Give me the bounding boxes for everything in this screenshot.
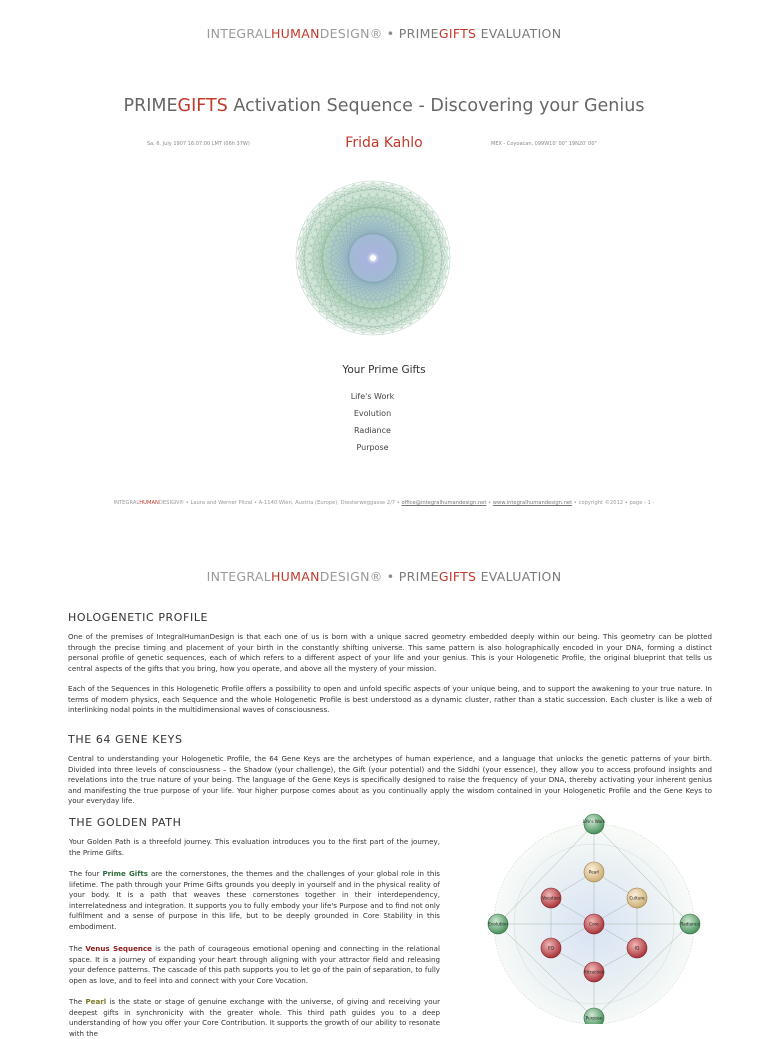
node-pearl bbox=[584, 862, 604, 882]
gift-item-evolution: Evolution bbox=[353, 409, 392, 418]
header-evaluation: EVALUATION bbox=[480, 26, 562, 41]
title-rest: Activation Sequence - Discovering your Genius bbox=[233, 96, 645, 116]
svg-text:Evolution: Evolution bbox=[488, 921, 508, 927]
footer-address: • Laura and Werner Pitzal • A-1140 Wien, Austria (Europe), Diesterweggasse 2/7 • bbox=[185, 500, 400, 506]
brand-design: DESIGN® bbox=[319, 26, 383, 41]
header-gifts: GIFTS bbox=[438, 569, 477, 584]
svg-text:EQ: EQ bbox=[548, 945, 554, 951]
prime-gifts-title: Your Prime Gifts bbox=[342, 364, 426, 376]
golden-path-paragraph-1: Your Golden Path is a threefold journey. This evaluation introduces you to the first part of the journey, the Prime Gifts. bbox=[69, 837, 440, 857]
keyword-pearl: Pearl bbox=[85, 997, 107, 1006]
person-name: Frida Kahlo bbox=[345, 135, 423, 151]
node-culture bbox=[627, 888, 647, 908]
gift-item-radiance: Radiance bbox=[354, 426, 391, 435]
footer-separator: • bbox=[488, 500, 492, 506]
header-prime: PRIME bbox=[398, 26, 439, 41]
node-eq bbox=[541, 938, 561, 958]
node-evolution bbox=[488, 914, 508, 934]
brand-human: HUMAN bbox=[270, 26, 320, 41]
keyword-venus-sequence: Venus Sequence bbox=[85, 944, 152, 953]
brand-design: DESIGN® bbox=[319, 569, 383, 584]
gene-keys-paragraph: Central to understanding your Hologenetic Profile, the 64 Gene Keys are the archetypes of human experience, and a language that unlocks the genetic patterns of your birth. Divided into three levels of consciousness – the Shadow (your challenge), the Gift (your potential) and the Siddhi (your essence), they allow you to access profound insights and revelations into the true nature of your being. The language of the Gene Keys is specifically designed to raise the frequency of your DNA, thereby activating your inherent genius and manifesting the true purpose of your life. Your higher purpose comes about as you continually apply the wisdom contained in your Hologenetic Profile and the Gene Keys to your everyday life. bbox=[68, 754, 712, 806]
svg-text:Life's Work: Life's Work bbox=[582, 819, 606, 824]
footer-integral: INTEGRAL bbox=[113, 500, 140, 506]
svg-text:IQ: IQ bbox=[634, 945, 640, 951]
footer-email-link[interactable]: office@integralhumandesign.net bbox=[401, 500, 487, 506]
svg-text:Pearl: Pearl bbox=[588, 869, 600, 875]
svg-text:Culture: Culture bbox=[629, 895, 645, 901]
page-footer bbox=[0, 500, 768, 506]
section-heading-hologenetic: HOLOGENETIC PROFILE bbox=[68, 611, 209, 624]
header-evaluation: EVALUATION bbox=[480, 569, 562, 584]
hologenetic-profile-diagram bbox=[484, 812, 704, 1024]
svg-text:Core: Core bbox=[589, 921, 599, 927]
node-attraction bbox=[584, 962, 605, 982]
section-heading-golden-path: THE GOLDEN PATH bbox=[69, 816, 182, 829]
keyword-prime-gifts: Prime Gifts bbox=[102, 869, 148, 878]
golden-path-paragraph-2: The four Prime Gifts are the cornerstones, the themes and the challenges of your global role in this lifetime. The path through your Prime Gifts grounds you deeply in yourself and in the physical reality of your body. It is a path that weaves these cornerstones together in their interdependency, interrelatedness and integration. It supports you to fully embody your life's Purpose and to find not only fulfilment and a sense of purpose in this life, but to be deeply grounded in Core Stability in this embodiment. bbox=[69, 869, 440, 931]
node-vocation bbox=[541, 888, 561, 908]
section-heading-gene-keys: THE 64 GENE KEYS bbox=[68, 733, 183, 746]
header-separator: • bbox=[386, 569, 395, 584]
brand-integral: INTEGRAL bbox=[206, 569, 271, 584]
svg-text:Radiance: Radiance bbox=[680, 921, 700, 927]
footer-design: DESIGN® bbox=[158, 500, 185, 506]
birth-data-right: MEX - Coyoacan, 099W10' 00" 19N20' 00" bbox=[491, 141, 597, 147]
svg-text:Purpose: Purpose bbox=[585, 1015, 603, 1021]
node-radiance bbox=[680, 914, 700, 934]
birth-data-left: Sa, 6. July 1907 16:07:00 LMT (06h 37W) bbox=[147, 141, 250, 147]
node-iq bbox=[627, 938, 647, 958]
title-gifts: GIFTS bbox=[177, 96, 228, 116]
title-prime: PRIME bbox=[123, 96, 178, 116]
brand-integral: INTEGRAL bbox=[206, 26, 271, 41]
header-prime: PRIME bbox=[398, 569, 439, 584]
footer-web-link[interactable]: www.integralhumandesign.net bbox=[492, 500, 573, 506]
node-core bbox=[584, 914, 604, 934]
mandala-graphic bbox=[293, 178, 453, 338]
svg-text:Attraction: Attraction bbox=[583, 969, 605, 975]
header-separator: • bbox=[386, 26, 395, 41]
page-header bbox=[0, 26, 768, 41]
header-gifts: GIFTS bbox=[438, 26, 477, 41]
footer-copyright: • copyright ©2012 • page - 1 - bbox=[573, 500, 655, 506]
hologenetic-paragraph-2: Each of the Sequences in this Hologenetic Profile offers a possibility to open and unfold specific aspects of your unique being, and to support the awakening to your true nature. In terms of modern physics, each Sequence and the whole Hologenetic Profile is best understood as a dynamic cluster, rather than a static succession. Each cluster is like a web of interlinking nodal points in the multidimensional waves of consciousness. bbox=[68, 684, 712, 715]
golden-path-paragraph-4: The Pearl is the state or stage of genuine exchange with the universe, of giving and receiving your deepest gifts in synchronicity with the greater whole. This third path guides you to a deep understanding of how you offer your Core Contribution. It supports the growth of our ability to resonate with the bbox=[69, 997, 440, 1038]
footer-human: HUMAN bbox=[139, 500, 159, 506]
gift-item-lifes-work: Life's Work bbox=[350, 392, 395, 401]
hologenetic-paragraph-1: One of the premises of IntegralHumanDesign is that each one of us is born with a unique sacred geometry embedded deeply within our being. This geometry can be plotted through the precise timing and placement of your birth in the constantly shifting universe. This same pattern is also holographically encoded in your DNA, forming a distinct personal profile of genetic sequences, each of which refers to a different aspect of your life and your genius. This is your Hologenetic Profile, the original blueprint that tells us central aspects of the gifts that you bring, how you operate, and above all the mystery of your mission. bbox=[68, 632, 712, 673]
svg-text:Vocation: Vocation bbox=[542, 895, 560, 901]
brand-human: HUMAN bbox=[270, 569, 320, 584]
golden-path-paragraph-3: The Venus Sequence is the path of courageous emotional opening and connecting in the relational space. It is a journey of expanding your heart through aligning with your attractor field and releasing your defence patterns. The cascade of this path supports you to let go of the pain of separation, to fully open as love, and to feel into and connect with your Core Vocation. bbox=[69, 944, 440, 985]
gift-item-purpose: Purpose bbox=[356, 443, 389, 452]
page-title bbox=[0, 96, 768, 116]
page-header-2 bbox=[0, 569, 768, 584]
